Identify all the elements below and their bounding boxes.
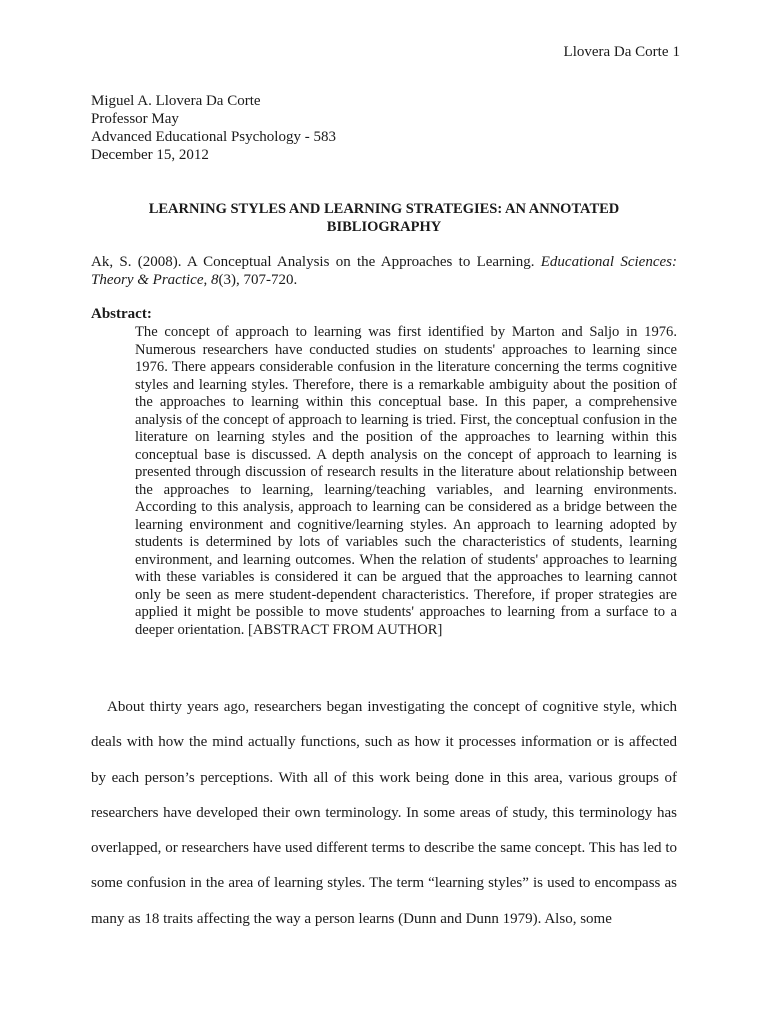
paper-title: LEARNING STYLES AND LEARNING STRATEGIES: AN ANNOTATED BIBLIOGRAPHY [148,201,620,235]
abstract-label: Abstract: [91,306,152,322]
mla-heading [91,92,336,164]
citation-issue-pages: (3), 707-720. [218,272,298,288]
citation-authors-title: Ak, S. (2008). A Conceptual Analysis on the Approaches to Learning. [91,254,541,270]
citation [91,253,677,289]
paper-date: December 15, 2012 [91,147,209,163]
course-name: Advanced Educational Psychology - 583 [91,129,336,145]
citation-volume: 8 [210,272,219,288]
author-name: Miguel A. Llovera Da Corte [91,93,261,109]
abstract-text: The concept of approach to learning was first identified by Marton and Saljo in 1976. Numerous researchers have conducted studies on students' approaches to learning since 1976. There appears considerable confusion in the literature concerning the terms cognitive styles and learning styles. Therefore, there is a remarkable ambiguity about the position of the approaches to learning within this conceptual base. In this paper, a comprehensive analysis of the concept of approach to learning is tried. First, the conceptual confusion in the literature on learning styles and the position of the approaches to learning within this conceptual base is discussed. A depth analysis on the concept of approach to learning is presented through discussion of research results in the literature about relationship between the approaches to learning, learning/teaching variables, and learning environments. According to this analysis, approach to learning can be considered as a bridge between the learning environment and cognitive/learning styles. An approach to learning adopted by students is determined by lots of variables such the characteristics of students, learning environment, and learning outcomes. When the relation of students' approaches to learning with these variables is considered it can be argued that the approaches to learning cannot only be seen as mere student-dependent characteristics. Therefore, if proper strategies are applied it might be possible to move students' approaches to learning from a surface to a deeper orientation. [ABSTRACT FROM AUTHOR] [135,324,677,638]
citation-separator: , [203,272,211,288]
instructor-name: Professor May [91,111,179,127]
body-paragraph: About thirty years ago, researchers began investigating the concept of cognitive style, which deals with how the mind actually functions, such as how it processes information or is affected by each person’s perceptions. With all of this work being done in this area, various groups of researchers have developed their own terminology. In some areas of study, this terminology has overlapped, or researchers have used different terms to describe the same concept. This has led to some confusion in the area of learning styles. The term “learning styles” is used to encompass as many as 18 traits affecting the way a person learns (Dunn and Dunn 1979). Also, some [91,699,677,927]
running-head [564,44,680,61]
running-head-name: Llovera Da Corte [563,44,669,60]
page-number: 1 [672,44,680,60]
citation-journal: Educational Sciences: Theory & Practice [91,254,677,288]
